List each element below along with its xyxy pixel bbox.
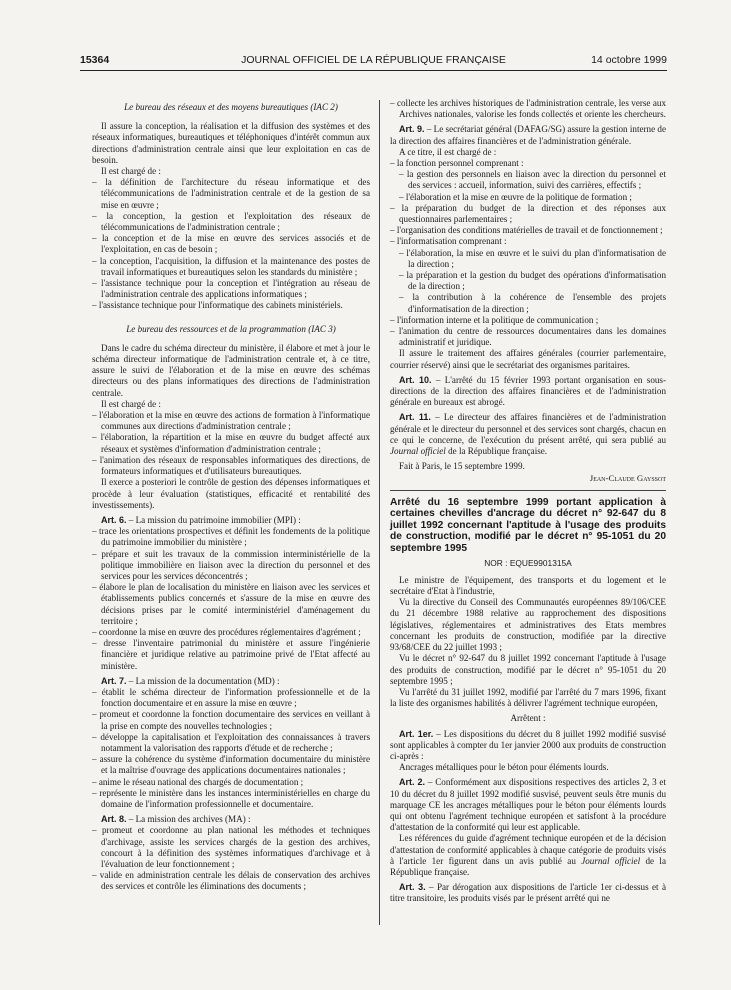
list-item: – élabore le plan de localisation du ministère en liaison avec les services et établissements publics concernés et s'assure de la mise en œuvre des décisions prises par le comité interministériel d'aménagement du territoire ; bbox=[92, 582, 370, 626]
paragraph: Ancrages métalliques pour le béton pour éléments lourds. bbox=[399, 762, 609, 773]
sub-list-item: – l'élaboration et la mise en œuvre de la politique de formation ; bbox=[399, 191, 632, 202]
list-item: – l'animation du centre de ressources documentaires dans les domaines administratif et juridique. bbox=[390, 326, 666, 348]
header-rule bbox=[80, 70, 667, 71]
sub-list-item: – la préparation et la gestion du budget des opérations d'informatisation de la direction ; bbox=[399, 270, 666, 292]
paragraph: Le ministre de l'équipement, des transports et du logement et le secrétaire d'Etat à l'industrie, bbox=[390, 574, 666, 597]
nor-reference: NOR : EQUE9901315A bbox=[484, 557, 572, 568]
list-item: – la préparation du budget de la direction et des réponses aux questionnaires parlementaires ; bbox=[390, 202, 666, 225]
list-item: – trace les orientations prospectives et définit les fondements de la politique du patrimoine immobilier du ministère ; bbox=[92, 526, 370, 548]
column-divider bbox=[379, 100, 380, 925]
page-header bbox=[80, 54, 667, 68]
paragraph: Il est chargé de : bbox=[101, 166, 161, 177]
right-column bbox=[390, 98, 666, 905]
section-title-iac3: Le bureau des ressources et de la programmation (IAC 3) bbox=[126, 323, 336, 334]
list-item: – coordonne la mise en œuvre des procédures réglementaires d'agrément ; bbox=[92, 626, 361, 637]
left-column bbox=[92, 98, 370, 893]
list-item: – promeut et coordonne la fonction documentaire des services en veillant à la prise en compte des nouvelles technologies ; bbox=[92, 709, 370, 731]
article-1: Art. 1er. – Les dispositions du décret du 8 juillet 1992 modifié susvisé sont applicables à compter du 1er janvier 2000 aux produits de construction ci-après : bbox=[390, 728, 666, 761]
article-label: Art. 10. bbox=[399, 374, 432, 385]
paragraph: Vu la directive du Conseil des Communautés européennes 89/106/CEE du 21 décembre 1988 relative au rapprochement des dispositions législatives, réglementaires et administratives des Etats membres concernant les produits de construction, modifiée par la directive 93/68/CEE du 22 juillet 1993 ; bbox=[390, 597, 666, 653]
article-10: Art. 10. – L'arrêté du 15 février 1993 portant organisation en sous-directions de la direction des affaires financières et de l'administration générale en bureaux est abrogé. bbox=[390, 374, 666, 408]
list-item: – l'informatisation comprenant : bbox=[390, 236, 507, 247]
list-item: – l'élaboration, la répartition et la mise en œuvre du budget affecté aux réseaux et systèmes d'information d'administration centrale ; bbox=[92, 432, 370, 454]
list-item: – la conception, l'acquisition, la diffusion et la maintenance des postes de travail informatiques et bureautiques selon les standards du ministère ; bbox=[92, 255, 370, 277]
list-item: – promeut et coordonne au plan national les méthodes et techniques d'archivage, assiste les services chargés de la gestion des archives, concourt à la définition des systèmes informatiques d'archivage et à l'évaluation de leur fonctionnement ; bbox=[92, 825, 370, 869]
article-9: Art. 9. – Le secrétariat général (DAFAG/SG) assure la gestion interne de la direction des affaires financières et de l'administration générale. bbox=[390, 124, 666, 146]
paragraph: Vu l'arrêté du 31 juillet 1992, modifié par l'arrêté du 7 mars 1996, fixant la liste des organismes habilités à délivrer l'agrément technique européen, bbox=[390, 686, 666, 709]
list-item: – l'assistance technique pour la conception et l'intégration au réseau de l'administration centrale des applications informatiques ; bbox=[92, 278, 370, 300]
list-item: – la définition de l'architecture du réseau informatique et des télécommunications de l'administration centrale et de la gestion de sa mise en œuvre ; bbox=[92, 177, 370, 210]
list-item: – assure la cohérence du système d'information documentaire du ministère et la maîtrise d'ouvrage des applications documentaires nationales ; bbox=[92, 754, 370, 776]
article-2: Art. 2. – Conformément aux dispositions respectives des articles 2, 3 et 10 du décret du 8 juillet 1992 modifié susvisé, peuvent seuls être munis du marquage CE les ancrages métalliques pour le béton pour éléments lourds qui ont obtenu l'agrément technique européen et satisfont à la procédure d'attestation de la conformité qui leur est applicable. bbox=[390, 777, 666, 833]
list-item: – collecte les archives historiques de l'administration centrale, les verse aux Archives nationales, valorise les fonds collectés et oriente les chercheurs. bbox=[390, 98, 666, 120]
list-item: – la conception et de la mise en œuvre des services associés et de l'exploitation, en cas de besoin ; bbox=[92, 233, 370, 255]
list-item: – développe la capitalisation et l'exploitation des connaissances à travers notamment la valorisation des rapports d'étude et de recherche ; bbox=[92, 731, 370, 753]
paragraph: Il assure la conception, la réalisation et la diffusion des systèmes et des réseaux informatiques, bureautiques et téléphoniques d'intérêt commun aux directions d'administration centrale ainsi que leur exploitation en cas de besoin. bbox=[92, 121, 370, 165]
signature: Jean-Claude Gayssot bbox=[589, 472, 666, 483]
paragraph: Il exerce a posteriori le contrôle de gestion des dépenses informatiques et procède à leur évaluation (statistiques, efficacité et rentabilité des investissements). bbox=[92, 477, 370, 510]
list-item: – dresse l'inventaire patrimonial du ministère et assure l'ingénierie financière et juridique relative au patrimoine privé de l'Etat affecté au ministère. bbox=[92, 638, 370, 671]
sub-list-item: – la contribution à la cohérence de l'ensemble des projets d'informatisation de la direction ; bbox=[399, 292, 666, 314]
list-item: – la fonction personnel comprenant : bbox=[390, 158, 524, 169]
paragraph: Il assure le traitement des affaires générales (courrier parlementaire, courrier réservé) ainsi que le secrétariat des organismes paritaires. bbox=[390, 348, 666, 370]
article-8: Art. 8. – La mission des archives (MA) : bbox=[101, 814, 251, 825]
paragraph: A ce titre, il est chargé de : bbox=[399, 146, 497, 157]
paragraph: Vu le décret n° 92-647 du 8 juillet 1992 concernant l'aptitude à l'usage des produits de construction, modifié par le décret n° 95-1051 du 20 septembre 1995 ; bbox=[390, 653, 666, 686]
article-label: Art. 8. bbox=[101, 814, 127, 825]
paragraph: Les références du guide d'agrément technique européen et de la décision d'attestation de conformité applicables à chaque catégorie de produits visés à l'article 1er figurent dans un avis publié au Journal officiel de la République française. bbox=[390, 833, 666, 877]
article-label: Art. 1er. bbox=[399, 728, 434, 739]
article-11: Art. 11. – Le directeur des affaires financières et de l'administration générale et le directeur du personnel et des services sont chargés, chacun en ce qui le concerne, de l'exécution du présent arrêté, qui sera publié au Journal officiel de la République française. bbox=[390, 412, 667, 457]
section-separator bbox=[390, 490, 666, 491]
list-item: – l'élaboration et la mise en œuvre des actions de formation à l'informatique communes aux directions d'administration centrale ; bbox=[92, 410, 370, 432]
journal-name: Journal officiel bbox=[390, 446, 446, 457]
journal-title: JOURNAL OFFICIEL DE LA RÉPUBLIQUE FRANÇAISE bbox=[241, 54, 506, 66]
issue-date: 14 octobre 1999 bbox=[591, 54, 667, 66]
sub-list-item: – la gestion des personnels en liaison avec la direction du personnel et des services : accueil, information, suivi des carrières, effectifs ; bbox=[399, 169, 666, 191]
journal-name: Journal officiel bbox=[581, 855, 641, 866]
sub-list-item: – l'élaboration, la mise en œuvre et le suivi du plan d'informatisation de la direction ; bbox=[399, 247, 666, 269]
article-3: Art. 3. – Par dérogation aux dispositions de l'article 1er ci-dessus et à titre transitoire, les produits visés par le présent arrêté qui ne bbox=[390, 882, 666, 904]
list-item: – l'information interne et la politique de communication ; bbox=[390, 314, 599, 325]
article-6: Art. 6. – La mission du patrimoine immobilier (MPI) : bbox=[101, 514, 301, 525]
arretent: Arrêtent : bbox=[510, 713, 546, 724]
list-item: – anime le réseau national des chargés de documentation ; bbox=[92, 776, 304, 787]
list-item: – l'organisation des conditions matérielles de travail et de fonctionnement ; bbox=[390, 225, 663, 236]
list-item: – prépare et suit les travaux de la commission interministérielle de la politique immobilière en liaison avec la direction du personnel et des services pour les services déconcentrés ; bbox=[92, 548, 370, 581]
article-label: Art. 2. bbox=[399, 777, 426, 788]
article-label: Art. 6. bbox=[101, 514, 127, 525]
article-label: Art. 3. bbox=[399, 882, 426, 893]
list-item: – établit le schéma directeur de l'information professionnelle et de la fonction documentaire et en assure la mise en œuvre ; bbox=[92, 686, 370, 709]
decree-title: Arrêté du 16 septembre 1999 portant application à certaines chevilles d'ancrage du décret n° 92-647 du 8 juillet 1992 concernant l'aptitude à l'usage des produits de construction, modifié par le décret n° 95-1051 du 20 septembre 1995 bbox=[390, 496, 666, 555]
list-item: – représente le ministère dans les instances interministérielles en charge du domaine de l'information professionnelle et documentaire. bbox=[92, 787, 370, 809]
section-title-iac2: Le bureau des réseaux et des moyens bureautiques (IAC 2) bbox=[124, 102, 338, 112]
page-number: 15364 bbox=[80, 54, 110, 66]
article-label: Art. 9. bbox=[399, 124, 425, 135]
paragraph: Dans le cadre du schéma directeur du ministère, il élabore et met à jour le schéma directeur informatique de l'administration centrale et, à ce titre, assure le suivi de l'élaboration et de la mise en œuvre des schémas directeurs ou des plans informatiques des directions de l'administration centrale. bbox=[92, 342, 370, 398]
list-item: – l'animation des réseaux de responsables informatiques des directions, de formateurs informatiques et d'utilisateurs bureautiques. bbox=[92, 454, 370, 477]
list-item: – valide en administration centrale les délais de conservation des archives des services et contrôle les éliminations des documents ; bbox=[92, 870, 370, 892]
article-7: Art. 7. – La mission de la documentation (MD) : bbox=[101, 675, 280, 686]
article-label: Art. 11. bbox=[399, 412, 431, 423]
article-label: Art. 7. bbox=[101, 675, 127, 686]
place-date: Fait à Paris, le 15 septembre 1999. bbox=[399, 461, 525, 472]
list-item: – la conception, la gestion et l'exploitation des réseaux de télécommunications de l'administration centrale ; bbox=[92, 210, 370, 233]
paragraph: Il est chargé de : bbox=[101, 398, 161, 409]
list-item: – l'assistance technique pour l'informatique des cabinets ministériels. bbox=[92, 300, 343, 311]
